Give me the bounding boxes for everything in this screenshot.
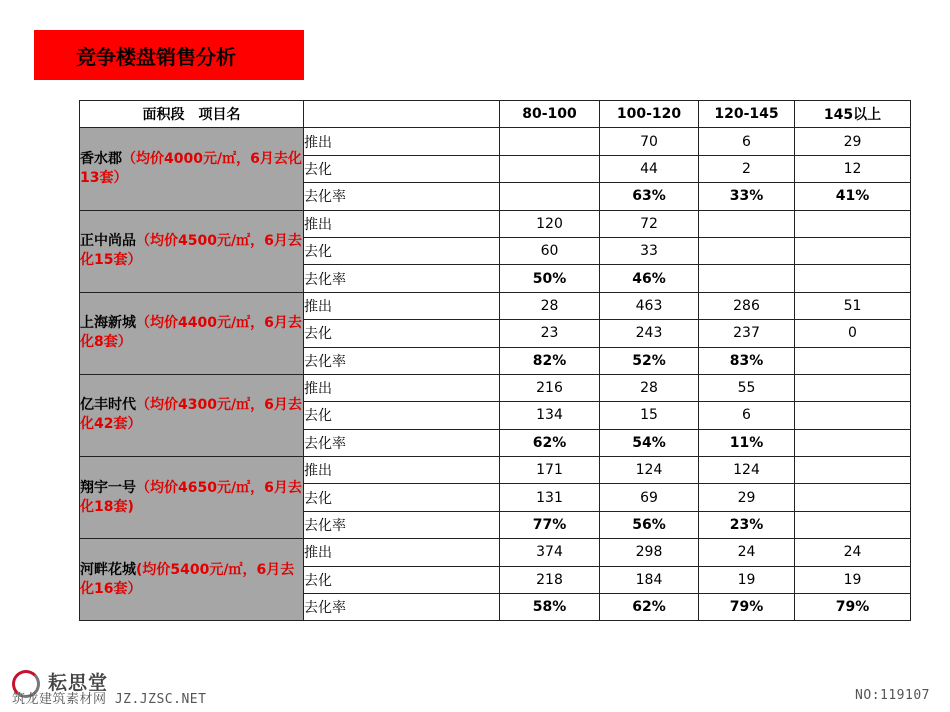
watermark-text: 筑龙建筑素材网 JZ.JZSC.NET — [12, 692, 207, 707]
value-cell: 70 — [600, 128, 699, 155]
value-cell: 216 — [500, 374, 600, 401]
metric-label: 去化率 — [304, 347, 500, 374]
value-cell: 2 — [699, 155, 795, 182]
value-cell: 54% — [600, 429, 699, 456]
value-cell: 237 — [699, 320, 795, 347]
project-price-note: （均价4400元/㎡，6月去化8套） — [80, 315, 302, 351]
value-cell: 28 — [500, 292, 600, 319]
value-cell: 29 — [699, 484, 795, 511]
metric-label: 去化 — [304, 320, 500, 347]
project-cell — [80, 128, 304, 210]
value-cell: 286 — [699, 292, 795, 319]
value-cell: 58% — [500, 594, 600, 621]
value-cell: 131 — [500, 484, 600, 511]
sales-table — [79, 100, 911, 621]
metric-label: 去化率 — [304, 511, 500, 538]
value-cell — [795, 210, 911, 237]
value-cell: 11% — [699, 429, 795, 456]
value-cell — [500, 155, 600, 182]
project-price-note: （均价4000元/㎡，6月去化13套） — [80, 150, 302, 186]
header-blank — [304, 101, 500, 128]
value-cell: 52% — [600, 347, 699, 374]
project-price-note: （均价4500元/㎡，6月去化15套） — [80, 233, 302, 269]
project-name: 河畔花城 — [80, 561, 136, 578]
metric-label: 去化 — [304, 237, 500, 264]
value-cell: 33 — [600, 237, 699, 264]
metric-label: 去化 — [304, 402, 500, 429]
value-cell — [795, 457, 911, 484]
value-cell: 171 — [500, 457, 600, 484]
value-cell: 62% — [500, 429, 600, 456]
value-cell: 79% — [699, 594, 795, 621]
value-cell: 51 — [795, 292, 911, 319]
header-col-3: 120-145 — [699, 101, 795, 128]
value-cell — [795, 374, 911, 401]
value-cell: 60 — [500, 237, 600, 264]
project-cell — [80, 292, 304, 374]
project-price-note: (均价5400元/㎡，6月去化16套） — [80, 561, 295, 597]
header-col-2: 100-120 — [600, 101, 699, 128]
value-cell — [699, 265, 795, 292]
project-price-note: （均价4300元/㎡，6月去化42套） — [80, 397, 302, 433]
document-number: NO:119107 — [855, 688, 930, 703]
value-cell — [795, 402, 911, 429]
value-cell: 50% — [500, 265, 600, 292]
value-cell: 134 — [500, 402, 600, 429]
value-cell — [699, 237, 795, 264]
value-cell — [699, 210, 795, 237]
header-col-1: 80-100 — [500, 101, 600, 128]
value-cell: 12 — [795, 155, 911, 182]
metric-label: 去化率 — [304, 265, 500, 292]
metric-label: 推出 — [304, 210, 500, 237]
project-cell — [80, 457, 304, 539]
value-cell: 33% — [699, 183, 795, 210]
value-cell: 28 — [600, 374, 699, 401]
table-row — [80, 539, 911, 566]
project-name: 正中尚品 — [80, 233, 136, 250]
value-cell: 72 — [600, 210, 699, 237]
value-cell: 374 — [500, 539, 600, 566]
project-price-note: （均价4650元/㎡，6月去化18套) — [80, 479, 302, 515]
value-cell: 124 — [600, 457, 699, 484]
value-cell: 62% — [600, 594, 699, 621]
project-cell — [80, 539, 304, 621]
value-cell: 24 — [795, 539, 911, 566]
table-row — [80, 457, 911, 484]
project-name: 亿丰时代 — [80, 397, 136, 414]
value-cell: 463 — [600, 292, 699, 319]
value-cell — [795, 429, 911, 456]
value-cell: 23 — [500, 320, 600, 347]
value-cell: 243 — [600, 320, 699, 347]
header-col-4: 145以上 — [795, 101, 911, 128]
project-cell — [80, 374, 304, 456]
value-cell: 83% — [699, 347, 795, 374]
metric-label: 去化率 — [304, 594, 500, 621]
value-cell: 56% — [600, 511, 699, 538]
value-cell: 82% — [500, 347, 600, 374]
value-cell: 19 — [795, 566, 911, 593]
value-cell: 120 — [500, 210, 600, 237]
value-cell — [795, 237, 911, 264]
value-cell: 6 — [699, 402, 795, 429]
table-row — [80, 292, 911, 319]
value-cell: 46% — [600, 265, 699, 292]
value-cell: 184 — [600, 566, 699, 593]
value-cell: 24 — [699, 539, 795, 566]
value-cell: 124 — [699, 457, 795, 484]
metric-label: 推出 — [304, 292, 500, 319]
project-name: 上海新城 — [80, 315, 136, 332]
metric-label: 去化率 — [304, 183, 500, 210]
value-cell: 19 — [699, 566, 795, 593]
page-title: 竞争楼盘销售分析 — [34, 30, 304, 80]
project-name: 翔宇一号 — [80, 479, 136, 496]
table-header-row — [80, 101, 911, 128]
value-cell: 44 — [600, 155, 699, 182]
value-cell: 63% — [600, 183, 699, 210]
value-cell — [795, 511, 911, 538]
logo-text: 耘思堂 — [48, 672, 109, 694]
project-name: 香水郡 — [80, 150, 122, 167]
table-row — [80, 210, 911, 237]
metric-label: 推出 — [304, 374, 500, 401]
value-cell: 6 — [699, 128, 795, 155]
value-cell: 77% — [500, 511, 600, 538]
value-cell — [500, 128, 600, 155]
value-cell: 69 — [600, 484, 699, 511]
value-cell: 298 — [600, 539, 699, 566]
table-row — [80, 128, 911, 155]
value-cell — [795, 484, 911, 511]
metric-label: 去化 — [304, 484, 500, 511]
metric-label: 去化 — [304, 155, 500, 182]
value-cell: 41% — [795, 183, 911, 210]
value-cell: 55 — [699, 374, 795, 401]
value-cell: 29 — [795, 128, 911, 155]
value-cell: 79% — [795, 594, 911, 621]
project-cell — [80, 210, 304, 292]
value-cell: 23% — [699, 511, 795, 538]
metric-label: 推出 — [304, 539, 500, 566]
value-cell: 0 — [795, 320, 911, 347]
metric-label: 去化率 — [304, 429, 500, 456]
header-area-project: 面积段 项目名 — [80, 101, 304, 128]
value-cell: 15 — [600, 402, 699, 429]
table-row — [80, 374, 911, 401]
value-cell — [500, 183, 600, 210]
metric-label: 去化 — [304, 566, 500, 593]
value-cell: 218 — [500, 566, 600, 593]
metric-label: 推出 — [304, 457, 500, 484]
value-cell — [795, 265, 911, 292]
metric-label: 推出 — [304, 128, 500, 155]
value-cell — [795, 347, 911, 374]
